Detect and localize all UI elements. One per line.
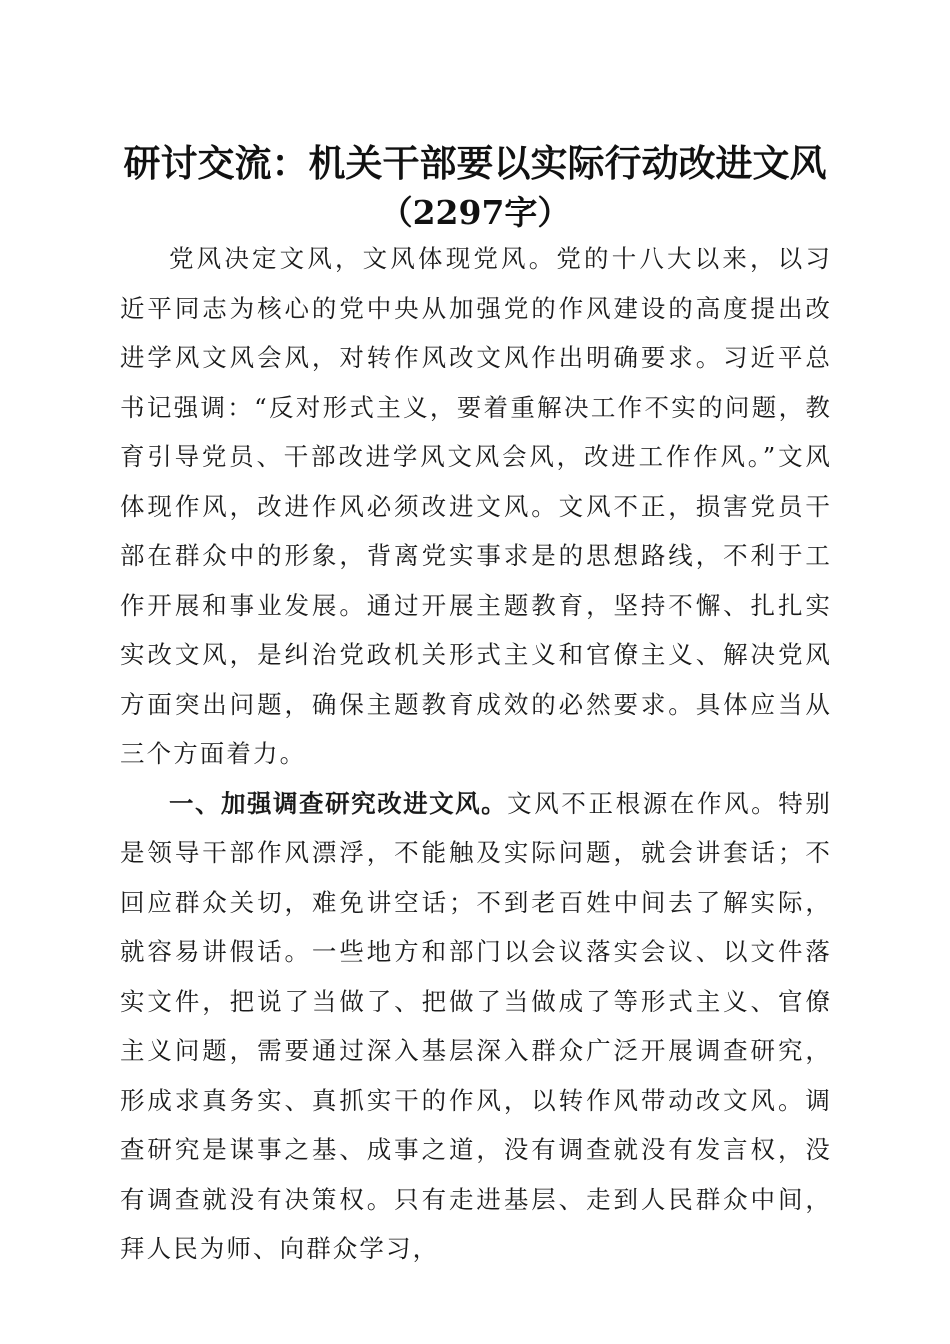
intro-paragraph: 党风决定文风，文风体现党风。党的十八大以来，以习近平同志为核心的党中央从加强党的作风建设的高度提出改进学风文风会风，对转作风改文风作出明确要求。习近平总书记强调：“反对形式主义，要着重解决工作不实的问题，教育引导党员、干部改进学风文风会风，改进工作作风。”文风体现作风，改进作风必须改进文风。文风不正，损害党员干部在群众中的形象，背离党实事求是的思想路线，不利于工作开展和事业发展。通过开展主题教育，坚持不懈、扎扎实实改文风，是纠治党政机关形式主义和官僚主义、解决党风方面突出问题，确保主题教育成效的必然要求。具体应当从三个方面着力。 [120,244,832,768]
document-title: 研讨交流：机关干部要以实际行动改进文风 [123,141,827,185]
section-1-paragraph [120,779,832,1274]
section-1-text: 文风不正根源在作风。特别是领导干部作风漂浮，不能触及实际问题，就会讲套话；不回应群众关切，难免讲空话；不到老百姓中间去了解实际，就容易讲假话。一些地方和部门以会议落实会议、以文件落实文件，把说了当做了、把做了当做成了等形式主义、官僚主义问题，需要通过深入基层深入群众广泛开展调查研究，形成求真务实、真抓实干的作风，以转作风带动改文风。调查研究是谋事之基、成事之道，没有调查就没有发言权，没有调查就没有决策权。只有走进基层、走到人民群众中间，拜人民为师、向群众学习， [120,788,833,1263]
word-count-subtitle: （2297字） [379,193,571,232]
section-1-heading: 一、加强调查研究改进文风。 [169,788,508,818]
document-body [120,234,832,1274]
